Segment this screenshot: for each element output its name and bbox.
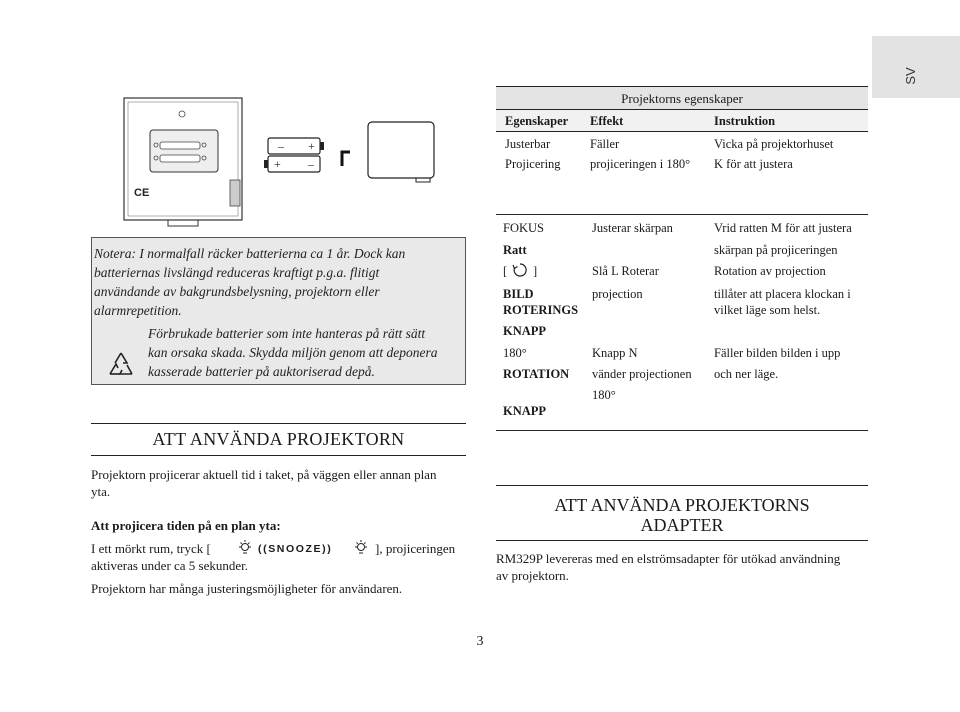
table-cell: 180° [503,346,527,360]
step-text: I ett mörkt rum, tryck [ [91,541,211,556]
svg-text:+: + [308,139,315,153]
table-cell: Vicka på projektorhuset [714,137,834,151]
snooze-button-label: ((SNOOZE)) [258,543,333,555]
note-line: Notera: I normalfall räcker batterierna ca 1 år. Dock kan [94,246,406,261]
battery-note-box [91,237,466,385]
table-cell: [ [503,264,508,278]
svg-text:–: – [278,139,284,153]
table-cell: BILD [503,287,534,301]
table-cell: ] [533,264,538,278]
note-line: Förbrukade batterier som inte hanteras på rätt sätt [148,326,426,341]
table-cell: projection [592,287,643,301]
table-cell: Ratt [503,243,527,257]
rotate-icon [512,262,528,278]
table-cell: ROTATION [503,367,570,381]
subheading: Att projicera tiden på en plan yta: [91,518,281,533]
table-cell: tillåter att placera klockan i [714,287,851,301]
adapter-heading: ADAPTER [640,515,724,535]
table-cell: Vrid ratten M för att justera [714,221,852,235]
note-line: alarmrepetition. [94,303,182,318]
battery-compartment [150,130,218,172]
table-cell: vilket läge som helst. [714,303,821,317]
intro-text: Projektorn projicerar aktuell tid i taket, på väggen eller annan plan [91,467,437,482]
language-tab [872,36,960,98]
table-cell: Knapp N [592,346,638,360]
heading-rule [91,455,466,456]
adapter-text: av projektorn. [496,568,569,583]
table-rule [496,214,868,215]
svg-text:+: + [274,157,281,171]
insert-arrow [342,152,350,166]
table-cell: 180° [592,388,616,402]
table-cell: Fäller bilden bilden i upp [714,346,841,360]
table-cell: projiceringen i 180° [590,157,691,171]
table-cell: KNAPP [503,324,547,338]
table-cell: KNAPP [503,404,547,418]
intro-text: yta. [91,484,111,499]
svg-text:–: – [308,157,314,171]
page-number: 3 [476,634,484,649]
light-icon [238,540,252,556]
properties-table-title: Projektorns egenskaper [621,91,743,106]
focus-label: FOKUS [503,221,544,235]
column-header: Effekt [590,114,624,128]
ce-mark: CE [134,187,150,199]
heading-rule [91,423,466,424]
table-cell: K för att justera [714,157,793,171]
recycle-icon [106,350,136,380]
table-cell: Rotation av projection [714,264,826,278]
battery-cover [368,122,434,178]
note-line: kasserade batterier på auktoriserad depå. [148,364,375,379]
table-cell: Justerar skärpan [592,221,673,235]
table-cell: skärpan på projiceringen [714,243,838,257]
column-header: Egenskaper [505,114,569,128]
adapter-text: RM329P levereras med en elströmsadapter för utökad användning [496,551,841,566]
properties-table-title-bar [496,86,868,110]
step-text: aktiveras under ca 5 sekunder. [91,558,249,573]
note-line: batteriernas livslängd reduceras kraftigt p.g.a. flitigt [94,265,380,280]
adapter-heading: ATT ANVÄNDA PROJEKTORNS [554,495,810,515]
table-cell: Slå L Roterar [592,264,659,278]
battery-installation-illustration [118,92,448,232]
table-cell: ROTERINGS [503,303,579,317]
column-header: Instruktion [714,114,776,128]
light-icon [354,540,368,556]
table-cell: och ner läge. [714,367,779,381]
note-line: användande av bakgrundsbelysning, projektorn eller [94,284,380,299]
heading-rule [496,540,868,541]
table-cell: Fäller [590,137,620,151]
closing-text: Projektorn har många justeringsmöjligheter för användaren. [91,581,403,596]
note-line: kan orsaka skada. Skydda miljön genom att deponera [148,345,438,360]
table-cell: vänder projectionen [592,367,692,381]
table-cell: Justerbar [505,137,551,151]
table-cell: Projicering [505,157,561,171]
heading-rule [496,485,868,486]
table-rule [496,430,868,431]
language-tab-label: SV [903,67,918,85]
using-projector-heading: ATT ANVÄNDA PROJEKTORN [152,429,405,449]
step-text: ], projiceringen [375,541,456,556]
